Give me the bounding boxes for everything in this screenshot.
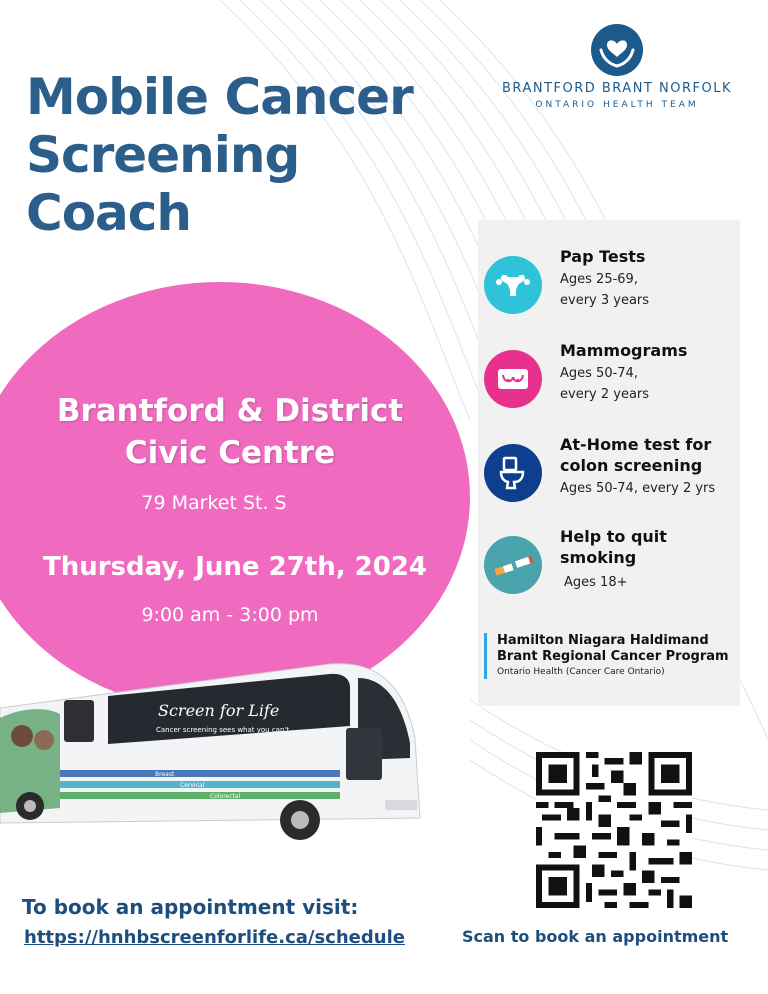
cancer-program-logo [484, 633, 729, 679]
service-title-line: At-Home test for [560, 435, 712, 454]
service-desc: every 3 years [560, 293, 650, 308]
program-name: Hamilton Niagara Haldimand [497, 633, 709, 648]
uterus-icon [484, 256, 542, 314]
bus-brand: Screen for Life [158, 701, 280, 720]
breast-icon [484, 350, 542, 408]
service-desc: Ages 50-74, [560, 366, 638, 381]
service-title-line: colon screening [560, 456, 703, 475]
broken-cigarette-icon [484, 536, 542, 594]
service-title: Pap Tests [560, 247, 646, 266]
bus-tagline: Cancer screening sees what you can't [156, 726, 290, 734]
venue-address: 79 Market St. S [141, 492, 287, 514]
program-name: Brant Regional Cancer Program [497, 649, 729, 664]
venue-line: Civic Centre [124, 435, 336, 471]
service-desc: Ages 18+ [564, 575, 628, 590]
booking-qr-code[interactable] [536, 752, 692, 908]
heart-hands-icon [591, 24, 643, 76]
bus-stripe-label: Cervical [180, 782, 205, 789]
title-line: Mobile Cancer [26, 68, 413, 126]
booking-label: To book an appointment visit: [22, 895, 359, 919]
program-subtitle: Ontario Health (Cancer Care Ontario) [497, 667, 665, 677]
toilet-icon [484, 444, 542, 502]
service-title-line: smoking [560, 548, 637, 567]
title-line: Screening [26, 126, 300, 184]
service-desc: every 2 years [560, 387, 650, 402]
logo-name: BRANTFORD BRANT NORFOLK [502, 81, 732, 96]
service-title [560, 526, 740, 568]
event-date: Thursday, June 27th, 2024 [42, 552, 428, 582]
service-title: Mammograms [560, 341, 688, 360]
bus-stripe-label: Colorectal [210, 793, 241, 800]
title-line: Coach [26, 184, 192, 242]
booking-link[interactable]: https://hnhbscreenforlife.ca/schedule [24, 927, 405, 948]
bus-stripe-label: Breast [155, 771, 175, 778]
screening-bus-image [0, 648, 425, 848]
venue-name [20, 390, 440, 474]
service-title [560, 434, 740, 476]
venue-line: Brantford & District [56, 393, 404, 429]
scan-label: Scan to book an appointment [462, 927, 729, 946]
ohc-logo [492, 24, 742, 110]
page-title [26, 68, 413, 242]
event-time: 9:00 am - 3:00 pm [141, 604, 319, 626]
service-desc: Ages 25-69, [560, 272, 638, 287]
logo-subtitle: ONTARIO HEALTH TEAM [535, 100, 699, 110]
service-desc: Ages 50-74, every 2 yrs [560, 481, 716, 496]
service-title-line: Help to quit [560, 527, 667, 546]
